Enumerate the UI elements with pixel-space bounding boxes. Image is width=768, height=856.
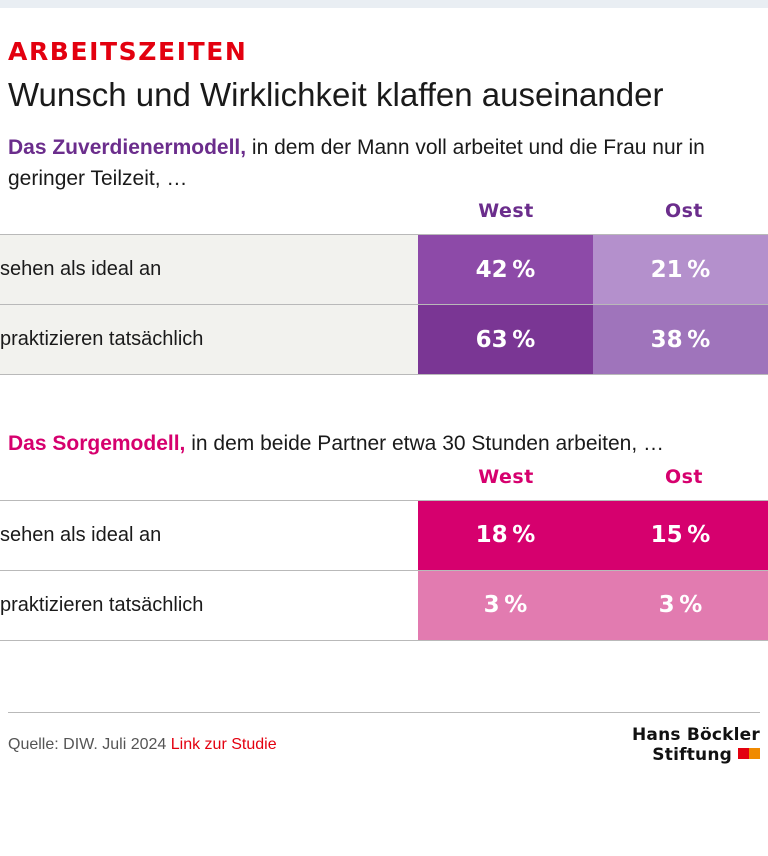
- lead-zuverdienermodell: Das Zuverdienermodell,: [8, 136, 247, 160]
- table-zuverdienermodell: [0, 234, 768, 375]
- value-ost-ideal-2: 15 %: [593, 500, 768, 570]
- row-label-ideal-2: sehen als ideal an: [0, 500, 418, 570]
- lead-sorgemodell: Das Sorgemodell,: [8, 432, 186, 456]
- column-header-ost-2: Ost: [664, 465, 704, 488]
- table-row: [0, 235, 768, 305]
- value-ost-praxis-2: 3 %: [593, 570, 768, 640]
- row-label-ideal-1: sehen als ideal an: [0, 235, 418, 305]
- table-row: [0, 500, 768, 570]
- logo-color-marks: [738, 745, 760, 764]
- column-header-west-2: West: [478, 465, 534, 488]
- block-separator: [0, 375, 768, 409]
- logo-line-1: Hans Böckler: [632, 725, 760, 745]
- infographic-content: [0, 8, 768, 641]
- source-note: [8, 736, 277, 754]
- column-headers-sorgemodell: [0, 466, 768, 500]
- column-header-west-1: West: [478, 200, 534, 223]
- footer: [0, 712, 768, 765]
- value-west-ideal-1: 42 %: [418, 235, 593, 305]
- row-label-praxis-1: praktizieren tatsächlich: [0, 305, 418, 375]
- row-label-praxis-2: praktizieren tatsächlich: [0, 570, 418, 640]
- column-headers-zuverdienermodell: [0, 200, 768, 234]
- logo-hans-boeckler-stiftung: [632, 726, 760, 764]
- kicker-label: ARBEITSZEITEN: [8, 37, 248, 66]
- intro-rest-sorgemodell: in dem beide Partner etwa 30 Stunden arbeiten, …: [185, 432, 665, 456]
- page-title: Wunsch und Wirklichkeit klaffen auseinander: [8, 75, 664, 113]
- table-sorgemodell: [0, 500, 768, 641]
- intro-rest-zuverdienermodell: in dem der Mann voll arbeitet und die Frau nur in geringer Teilzeit, …: [8, 136, 705, 190]
- source-text: Quelle: DIW. Juli 2024: [8, 736, 171, 753]
- intro-text-zuverdienermodell: [0, 113, 768, 194]
- value-ost-praxis-1: 38 %: [593, 305, 768, 375]
- column-header-ost-1: Ost: [664, 200, 704, 223]
- value-west-praxis-1: 63 %: [418, 305, 593, 375]
- value-west-praxis-2: 3 %: [418, 570, 593, 640]
- table-row: [0, 305, 768, 375]
- logo-line-2: Stiftung: [652, 744, 732, 765]
- value-ost-ideal-1: 21 %: [593, 235, 768, 305]
- table-row: [0, 570, 768, 640]
- study-link[interactable]: Link zur Studie: [170, 736, 277, 753]
- footer-divider: [8, 712, 760, 713]
- value-west-ideal-2: 18 %: [418, 500, 593, 570]
- top-bar: [0, 0, 768, 8]
- intro-text-sorgemodell: [0, 409, 768, 459]
